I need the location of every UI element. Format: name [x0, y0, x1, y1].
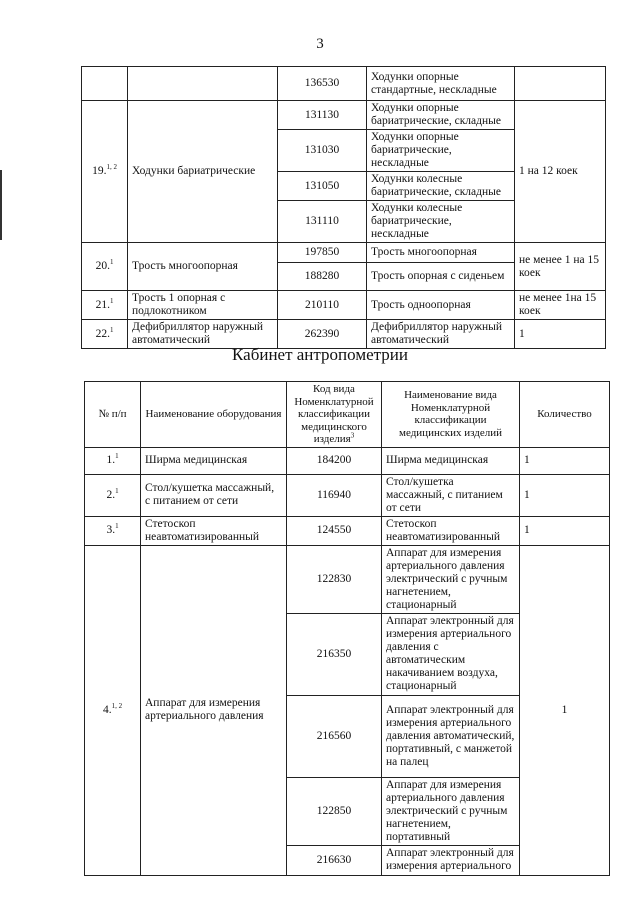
- equipment-name-cell: [128, 67, 278, 101]
- row-number-cell: 22.$^1$: [82, 320, 128, 349]
- description-cell: Ходунки колесные бариатрические, нескладные: [367, 201, 515, 243]
- equipment-name-cell: Дефибриллятор наружный автоматический: [128, 320, 278, 349]
- header-quantity: Количество: [520, 382, 610, 448]
- table-row: [82, 67, 606, 101]
- description-cell: Аппарат электронный для измерения артериального давления с автоматическим накачиванием воздуха, стационарный: [382, 613, 520, 695]
- equipment-name-cell: Трость многоопорная: [128, 243, 278, 291]
- code-cell: 131130: [278, 101, 367, 130]
- row-number-cell: [82, 67, 128, 101]
- equipment-name-cell: Ходунки бариатрические: [128, 101, 278, 243]
- header-number: № п/п: [85, 382, 141, 448]
- description-cell: Трость опорная с сиденьем: [367, 263, 515, 291]
- quantity-cell: 1: [520, 474, 610, 516]
- row-number-cell: 4.$^{1, 2}$: [85, 545, 141, 875]
- code-cell: 122830: [287, 545, 382, 613]
- equipment-name-cell: Стол/кушетка массажный, с питанием от сети: [141, 474, 287, 516]
- code-cell: 131050: [278, 172, 367, 201]
- code-cell: 188280: [278, 263, 367, 291]
- table-row: [82, 101, 606, 130]
- quantity-cell: не менее 1 на 15 коек: [515, 243, 606, 291]
- section-title: Кабинет антропометрии: [232, 345, 408, 364]
- description-cell: Ширма медицинская: [382, 447, 520, 474]
- description-cell: Аппарат электронный для измерения артериального давления автоматический, портативный, с манжетой на палец: [382, 695, 520, 777]
- row-number-cell: 21.$^1$: [82, 291, 128, 320]
- description-cell: Стетоскоп неавтоматизированный: [382, 516, 520, 545]
- quantity-cell: 1: [520, 545, 610, 875]
- description-cell: Ходунки опорные бариатрические, складные: [367, 101, 515, 130]
- code-cell: 124550: [287, 516, 382, 545]
- description-cell: Аппарат для измерения артериального давления электрический с ручным нагнетением, стационарный: [382, 545, 520, 613]
- equipment-name-cell: Ширма медицинская: [141, 447, 287, 474]
- code-cell: 216350: [287, 613, 382, 695]
- code-cell: 216630: [287, 845, 382, 875]
- table-row: [85, 516, 610, 545]
- code-cell: 131030: [278, 130, 367, 172]
- description-cell: Трость одноопорная: [367, 291, 515, 320]
- equipment-name-cell: Трость 1 опорная с подлокотником: [128, 291, 278, 320]
- code-cell: 197850: [278, 243, 367, 263]
- row-number-cell: 1.$^1$: [85, 447, 141, 474]
- table-header-row: [85, 382, 610, 448]
- equipment-table-continued: [81, 66, 606, 349]
- table-row: [82, 291, 606, 320]
- description-cell: Ходунки опорные бариатрические, нескладные: [367, 130, 515, 172]
- code-cell: 216560: [287, 695, 382, 777]
- anthropometry-equipment-table: [84, 381, 610, 876]
- quantity-cell: не менее 1на 15 коек: [515, 291, 606, 320]
- table-row: [82, 243, 606, 263]
- page-number: 3: [316, 36, 324, 52]
- code-cell: 262390: [278, 320, 367, 349]
- row-number-cell: 20.$^1$: [82, 243, 128, 291]
- code-cell: 184200: [287, 447, 382, 474]
- description-cell: Стол/кушетка массажный, с питанием от сети: [382, 474, 520, 516]
- description-cell: Ходунки колесные бариатрические, складные: [367, 172, 515, 201]
- description-cell: Трость многоопорная: [367, 243, 515, 263]
- quantity-cell: 1: [520, 447, 610, 474]
- quantity-cell: 1: [520, 516, 610, 545]
- description-cell: Ходунки опорные стандартные, нескладные: [367, 67, 515, 101]
- header-code: Код вида Номенклатурной классификации медицинского изделия$^3$: [287, 382, 382, 448]
- code-cell: 122850: [287, 777, 382, 845]
- table-row: [85, 447, 610, 474]
- code-cell: 116940: [287, 474, 382, 516]
- description-cell: Дефибриллятор наружный автоматический: [367, 320, 515, 349]
- quantity-cell: [515, 67, 606, 101]
- code-cell: 136530: [278, 67, 367, 101]
- equipment-name-cell: Стетоскоп неавтоматизированный: [141, 516, 287, 545]
- code-cell: 210110: [278, 291, 367, 320]
- quantity-cell: 1 на 12 коек: [515, 101, 606, 243]
- description-cell: Аппарат для измерения артериального давления электрический с ручным нагнетением, портативный: [382, 777, 520, 845]
- row-number-cell: 19.$^{1, 2}$: [82, 101, 128, 243]
- quantity-cell: 1: [515, 320, 606, 349]
- row-number-cell: 2.$^1$: [85, 474, 141, 516]
- description-cell: Аппарат электронный для измерения артериального: [382, 845, 520, 875]
- header-equipment-name: Наименование оборудования: [141, 382, 287, 448]
- header-description: Наименование вида Номенклатурной классификации медицинских изделий: [382, 382, 520, 448]
- table-row: [85, 545, 610, 613]
- code-cell: 131110: [278, 201, 367, 243]
- equipment-name-cell: Аппарат для измерения артериального давления: [141, 545, 287, 875]
- table-row: [85, 474, 610, 516]
- row-number-cell: 3.$^1$: [85, 516, 141, 545]
- scan-edge-mark: [0, 170, 2, 240]
